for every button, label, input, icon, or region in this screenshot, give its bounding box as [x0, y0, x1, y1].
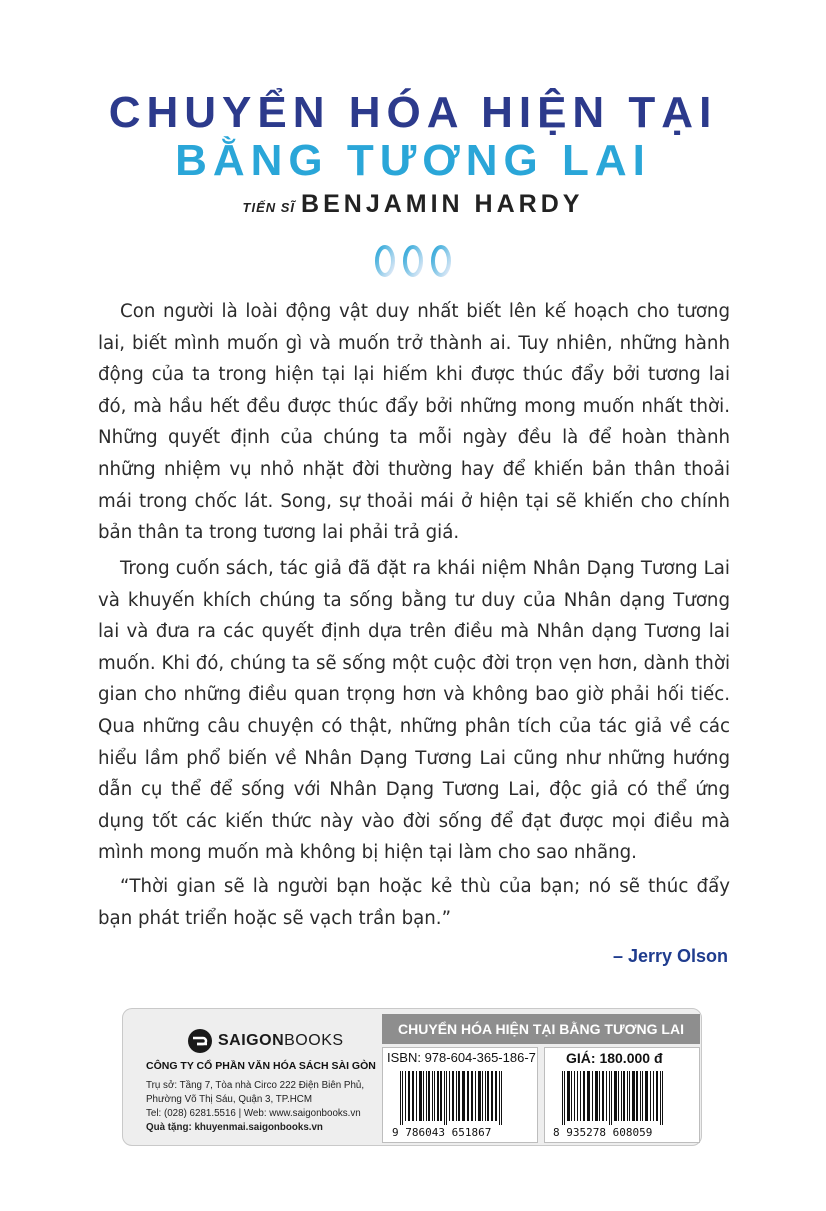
author-line: [0, 190, 826, 219]
publisher-logo-text: SAIGONBOOKS: [218, 1032, 344, 1049]
quote-author: – Jerry Olson: [612, 946, 728, 966]
saigonbooks-logo-icon: [187, 1028, 213, 1054]
publisher-address-line1: Trụ sở: Tầng 7, Tòa nhà Circo 222 Điện Biên Phủ,: [146, 1080, 365, 1091]
isbn-barcode-digits: 9 786043 651867: [392, 1126, 492, 1139]
publisher-gift-url: Quà tặng: khuyenmai.saigonbooks.vn: [146, 1122, 323, 1133]
price-label: GIÁ: 180.000 đ: [566, 1050, 663, 1066]
book-title-line2: BẰNG TƯƠNG LAI: [175, 136, 651, 185]
book-title-line1: CHUYỂN HÓA HIỆN TẠI: [108, 88, 718, 137]
three-ring-ornament-icon: [372, 243, 454, 279]
quote-text: “Thời gian sẽ là người bạn hoặc kẻ thù của bạn; nó sẽ thúc đẩy bạn phát triển hoặc sẽ vạch trần bạn.”: [98, 876, 730, 929]
author-prefix: TIẾN SĨ: [242, 200, 296, 215]
description-paragraph-1: Con người là loài động vật duy nhất biết lên kế hoạch cho tương lai, biết mình muốn gì và muốn trở thành ai. Tuy nhiên, những hành động của ta trong hiện tại lại hiếm khi được thúc đẩy bởi tương lai đó, mà hầu hết đều được thúc đẩy bởi những mong muốn nhất thời. Những quyết định của chúng ta mỗi ngày đều là để hoàn thành những nhiệm vụ nhỏ nhặt đời thường hay để khiến bản thân thoải mái trong chốc lát. Song, sự thoải mái ở hiện tại sẽ khiến cho chính bản thân ta trong tương lai phải trả giá.: [98, 301, 730, 544]
description-paragraph-2: Trong cuốn sách, tác giả đã đặt ra khái niệm Nhân Dạng Tương Lai và khuyến khích chúng ta sống bằng tư duy của Nhân dạng Tương lai và đưa ra các quyết định dựa trên điều mà Nhân dạng Tương lai muốn. Khi đó, chúng ta sẽ sống một cuộc đời trọn vẹn hơn, dành thời gian cho những điều quan trọng hơn và không bao giờ phải hối tiếc. Qua những câu chuyện có thật, những phân tích của tác giả về các hiểu lầm phổ biến về Nhân Dạng Tương Lai cũng như những hướng dẫn cụ thể để sống với Nhân Dạng Tương Lai, độc giả có thể ứng dụng tốt các kiến thức này vào đời sống để đạt được mọi điều mà mình mong muốn mà không bị hiện tại làm cho sao nhãng.: [98, 558, 730, 864]
footer-book-title: CHUYỂN HÓA HIỆN TẠI BẰNG TƯƠNG LAI: [382, 1014, 700, 1044]
price-barcode: [560, 1071, 688, 1125]
isbn-label: ISBN: 978-604-365-186-7: [387, 1050, 536, 1065]
isbn-barcode: [398, 1071, 526, 1125]
author-name: BENJAMIN HARDY: [301, 190, 584, 218]
publisher-contact: Tel: (028) 6281.5516 | Web: www.saigonbooks.vn: [146, 1108, 361, 1119]
publisher-logo: [187, 1028, 344, 1054]
publisher-company-name: CÔNG TY CỔ PHẦN VĂN HÓA SÁCH SÀI GÒN: [146, 1060, 376, 1072]
publisher-address-line2: Phường Võ Thị Sáu, Quận 3, TP.HCM: [146, 1094, 313, 1105]
price-barcode-digits: 8 935278 608059: [553, 1126, 653, 1139]
